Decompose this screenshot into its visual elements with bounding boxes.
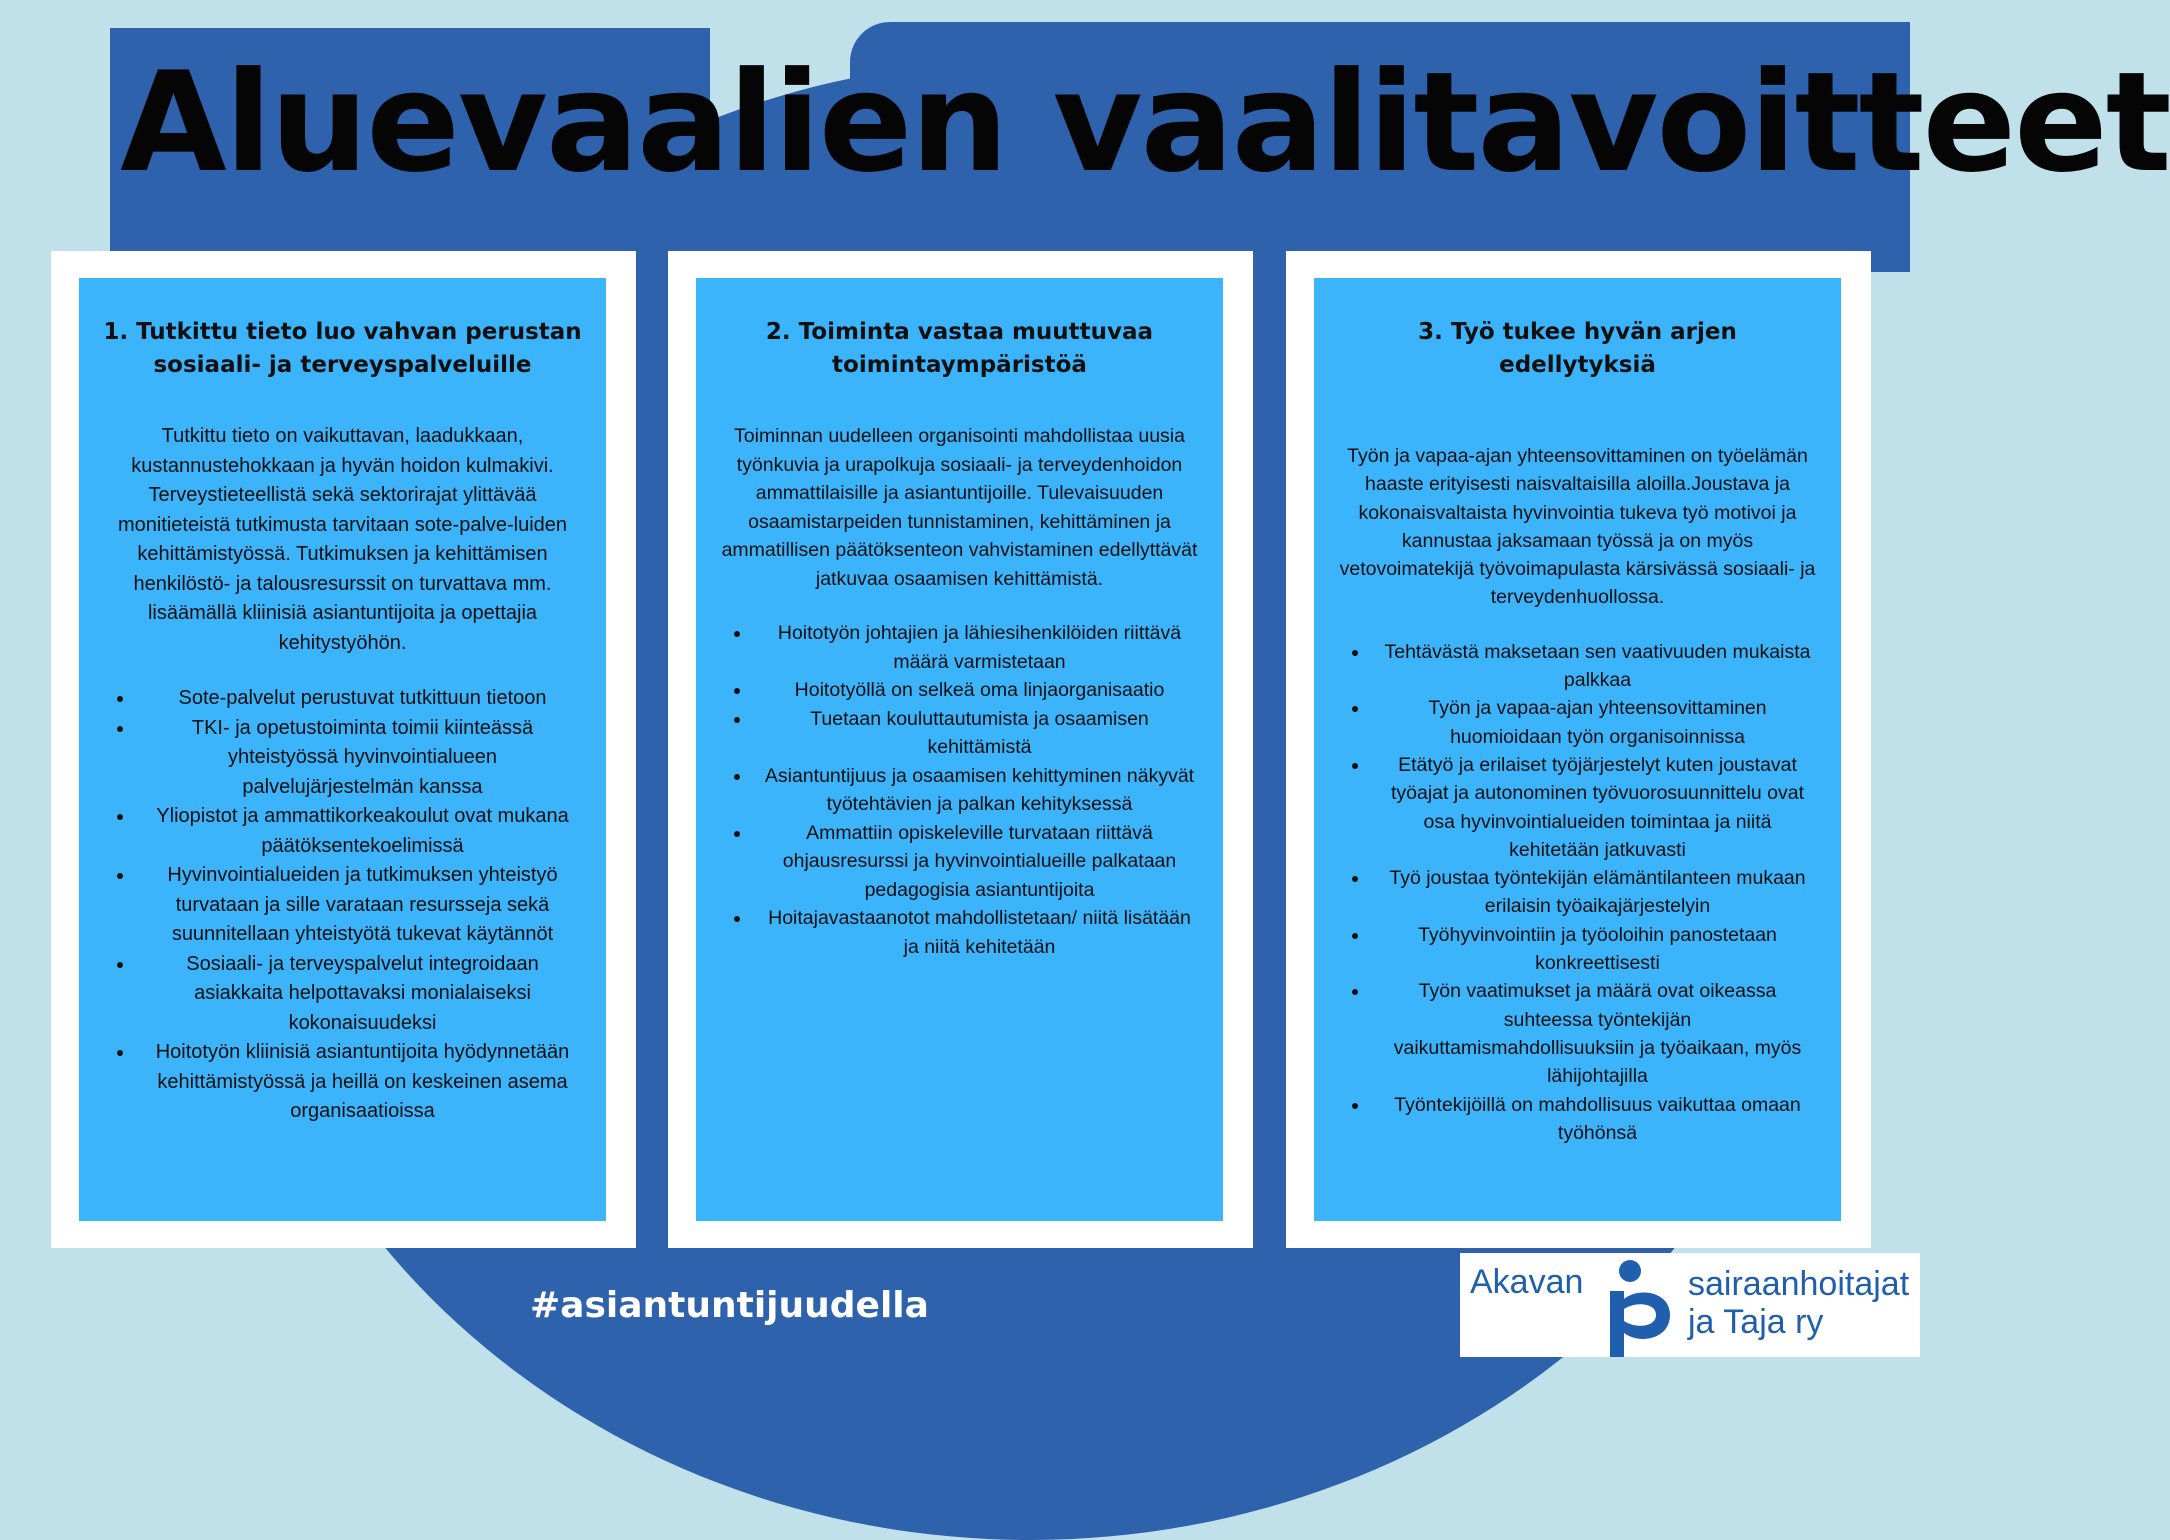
list-item: Hoitotyöllä on selkeä oma linjaorganisaatio	[720, 676, 1199, 705]
card-bullet-list	[103, 684, 582, 1127]
list-item: Asiantuntijuus ja osaamisen kehittyminen näkyvät työtehtävien ja palkan kehityksessä	[720, 762, 1199, 819]
list-item: Hyvinvointialueiden ja tutkimuksen yhteistyö turvataan ja sille varataan resursseja sekä suunnitellaan yhteistyötä tukevat käytännöt	[103, 861, 582, 950]
list-item: TKI- ja opetustoiminta toimii kiinteässä yhteistyössä hyvinvointialueen palvelujärjestelmän kanssa	[103, 714, 582, 803]
hashtag-text: #asiantuntijuudella	[530, 1285, 929, 1326]
goal-card-3	[1314, 278, 1841, 1221]
list-item: Työntekijöillä on mahdollisuus vaikuttaa omaan työhönsä	[1338, 1091, 1817, 1148]
card-frame-1	[51, 251, 636, 1248]
card-heading: 3. Työ tukee hyvän arjen edellytyksiä	[1418, 319, 1737, 378]
goal-card-2	[696, 278, 1223, 1221]
logo-text-akavan: Akavan	[1470, 1263, 1584, 1301]
card-intro: Toiminnan uudelleen organisointi mahdollistaa uusia työnkuvia ja urapolkuja sosiaali- ja terveydenhoidon ammattilaisille ja asiantuntijoille. Tulevaisuuden osaamistarpeiden tunnistaminen, kehittäminen ja ammatillisen päätöksenteon vahvistaminen edellyttävät jatkuvaa osaamisen kehittämistä.	[721, 425, 1198, 590]
organization-logo	[1460, 1253, 1920, 1357]
card-bullet-list	[720, 619, 1199, 961]
page-title: Aluevaalien vaalitavoitteet	[120, 42, 2170, 203]
list-item: Työn vaatimukset ja määrä ovat oikeassa suhteessa työntekijän vaikuttamismahdollisuuksiin ja työaikaan, myös lähijohtajilla	[1338, 977, 1817, 1090]
card-heading: 2. Toiminta vastaa muuttuvaa toimintaympäristöä	[765, 319, 1154, 378]
list-item: Hoitotyön johtajien ja lähiesihenkilöiden riittävä määrä varmistetaan	[720, 619, 1199, 676]
list-item: Etätyö ja erilaiset työjärjestelyt kuten joustavat työajat ja autonominen työvuorosuunnittelu ovat osa hyvinvointialueiden toimintaa ja niitä kehitetään jatkuvasti	[1338, 751, 1817, 864]
ap-logo-mark-icon	[1588, 1253, 1683, 1357]
card-bullet-list	[1338, 638, 1817, 1147]
list-item: Tehtävästä maksetaan sen vaativuuden mukaista palkkaa	[1338, 638, 1817, 695]
list-item: Työhyvinvointiin ja työoloihin panostetaan konkreettisesti	[1338, 921, 1817, 978]
list-item: Sote-palvelut perustuvat tutkittuun tietoon	[103, 684, 582, 714]
goal-card-1	[79, 278, 606, 1221]
logo-text-line-1: sairaanhoitajat	[1688, 1265, 1910, 1303]
list-item: Hoitotyön kliinisiä asiantuntijoita hyödynnetään kehittämistyössä ja heillä on keskeinen asema organisaatioissa	[103, 1038, 582, 1127]
card-heading: 1. Tutkittu tieto luo vahvan perustan sosiaali- ja terveyspalveluille	[103, 319, 582, 378]
card-frame-2	[668, 251, 1253, 1248]
list-item: Hoitajavastaanotot mahdollistetaan/ niitä lisätään ja niitä kehitetään	[720, 904, 1199, 961]
list-item: Työn ja vapaa-ajan yhteensovittaminen huomioidaan työn organisoinnissa	[1338, 694, 1817, 751]
logo-text-line-2: ja Taja ry	[1688, 1303, 1824, 1341]
card-frame-3	[1286, 251, 1871, 1248]
list-item: Työ joustaa työntekijän elämäntilanteen mukaan erilaisin työaikajärjestelyin	[1338, 864, 1817, 921]
list-item: Yliopistot ja ammattikorkeakoulut ovat mukana päätöksentekoelimissä	[103, 802, 582, 861]
card-intro: Tutkittu tieto on vaikuttavan, laadukkaan, kustannustehokkaan ja hyvän hoidon kulmakivi. Terveystieteellistä sekä sektorirajat ylittävää monitieteistä tutkimusta tarvitaan sote-palve-luiden kehittämistyössä. Tutkimuksen ja kehittämisen henkilöstö- ja talousresurssit on turvattava mm. lisäämällä kliinisiä asiantuntijoita ja opettajia kehitystyöhön.	[117, 425, 568, 654]
list-item: Sosiaali- ja terveyspalvelut integroidaan asiakkaita helpottavaksi monialaiseksi kokonaisuudeksi	[103, 950, 582, 1039]
logo-text-right	[1688, 1265, 1909, 1341]
card-intro: Työn ja vapaa-ajan yhteensovittaminen on työelämän haaste erityisesti naisvaltaisilla aloilla.Joustava ja kokonaisvaltaista hyvinvointia tukeva työ motivoi ja kannustaa jaksamaan työssä ja on myös vetovoimatekijä työvoimapulasta kärsivässä sosiaali- ja terveydenhuollossa.	[1339, 445, 1816, 609]
list-item: Tuetaan kouluttautumista ja osaamisen kehittämistä	[720, 705, 1199, 762]
list-item: Ammattiin opiskeleville turvataan riittävä ohjausresurssi ja hyvinvointialueille palkataan pedagogisia asiantuntijoita	[720, 819, 1199, 905]
